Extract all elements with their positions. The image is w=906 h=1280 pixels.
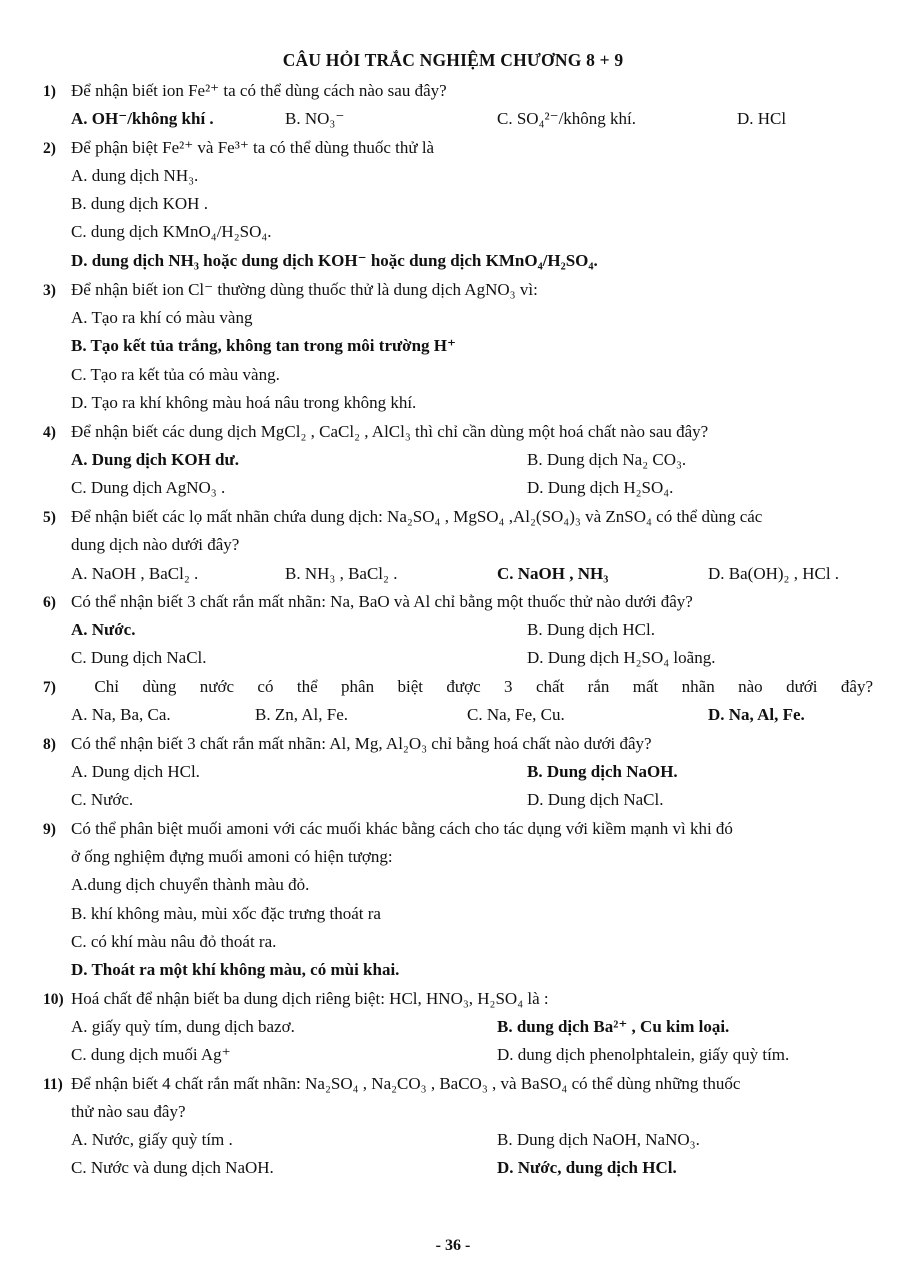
question-8 <box>43 733 873 755</box>
question-text: Có thể nhận biết 3 chất rắn mất nhãn: Al, Mg, Al₂O₃ chỉ bằng hoá chất nào dưới đây? <box>71 734 652 753</box>
q3-option-a: A. Tạo ra khí có màu vàng <box>71 308 253 327</box>
q8-option-d: D. Dung dịch NaCl. <box>527 790 664 809</box>
question-text: Để nhận biết ion Fe²⁺ ta có thể dùng cách nào sau đây? <box>71 81 447 100</box>
question-5 <box>43 506 873 528</box>
q4-option-d: D. Dung dịch H₂SO₄. <box>527 478 674 497</box>
q1-option-c: C. SO₄²⁻/không khí. <box>497 109 637 128</box>
question-number: 1) <box>43 83 56 100</box>
question-number: 5) <box>43 509 56 526</box>
question-number: 8) <box>43 736 56 753</box>
q4-option-b: B. Dung dịch Na₂ CO₃. <box>527 450 687 469</box>
question-text: Để nhận biết 4 chất rắn mất nhãn: Na₂SO₄ , Na₂CO₃ , BaCO₃ , và BaSO₄ có thể dùng những thuốc <box>71 1074 741 1093</box>
q8-option-c: C. Nước. <box>71 790 134 809</box>
question-10 <box>43 988 873 1010</box>
q9-option-b: B. khí không màu, mùi xốc đặc trưng thoát ra <box>71 904 381 923</box>
question-number: 4) <box>43 424 56 441</box>
q3-option-c: C. Tạo ra kết tủa có màu vàng. <box>71 365 280 384</box>
q9-option-a: A.dung dịch chuyển thành màu đỏ. <box>71 875 310 894</box>
q2-option-c: C. dung dịch KMnO₄/H₂SO₄. <box>71 222 272 241</box>
question-1 <box>43 80 873 102</box>
question-9-continued: ở ống nghiệm đựng muối amoni có hiện tượng: <box>71 847 393 866</box>
q9-option-d: D. Thoát ra một khí không màu, có mùi khai. <box>71 960 400 979</box>
q2-option-d: D. dung dịch NH₃ hoặc dung dịch KOH⁻ hoặc dung dịch KMnO₄/H₂SO₄. <box>71 251 598 270</box>
q5-option-d: D. Ba(OH)₂ , HCl . <box>708 564 840 583</box>
question-text: Để nhận biết ion Cl⁻ thường dùng thuốc thử là dung dịch AgNO₃ vì: <box>71 280 538 299</box>
q7-option-d: D. Na, Al, Fe. <box>708 705 805 724</box>
page-title: CÂU HỎI TRẮC NGHIỆM CHƯƠNG 8 + 9 <box>282 50 624 70</box>
q8-option-a: A. Dung dịch HCl. <box>71 762 200 781</box>
q1-option-d: D. HCl <box>737 109 787 128</box>
question-text: Có thể nhận biết 3 chất rắn mất nhãn: Na, BaO và Al chỉ bằng một thuốc thử nào dưới đây? <box>71 592 693 611</box>
question-5-continued: dung dịch nào dưới đây? <box>71 535 240 554</box>
question-7 <box>43 676 873 698</box>
question-2 <box>43 137 873 159</box>
q6-option-c: C. Dung dịch NaCl. <box>71 648 207 667</box>
q10-option-c: C. dung dịch muối Ag⁺ <box>71 1045 231 1064</box>
q4-option-a: A. Dung dịch KOH dư. <box>71 450 239 469</box>
question-number: 11) <box>43 1076 63 1093</box>
q2-option-a: A. dung dịch NH₃. <box>71 166 199 185</box>
question-number: 3) <box>43 282 56 299</box>
q9-option-c: C. có khí màu nâu đỏ thoát ra. <box>71 932 277 951</box>
question-text: Hoá chất để nhận biết ba dung dịch riêng biệt: HCl, HNO₃, H₂SO₄ là : <box>71 989 549 1008</box>
q11-option-a: A. Nước, giấy quỳ tím . <box>71 1130 233 1149</box>
question-text: Chỉ dùng nước có thể phân biệt được 3 chất rắn mất nhãn nào dưới đây? <box>94 677 873 696</box>
q4-option-c: C. Dung dịch AgNO₃ . <box>71 478 226 497</box>
question-6 <box>43 591 873 613</box>
question-text: Để nhận biết các lọ mất nhãn chứa dung dịch: Na₂SO₄ , MgSO₄ ,Al₂(SO₄)₃ và ZnSO₄ có thể dùng các <box>71 507 763 526</box>
question-4 <box>43 421 873 443</box>
question-3 <box>43 279 873 301</box>
q10-option-a: A. giấy quỳ tím, dung dịch bazơ. <box>71 1017 295 1036</box>
q11-option-c: C. Nước và dung dịch NaOH. <box>71 1158 274 1177</box>
q11-option-b: B. Dung dịch NaOH, NaNO₃. <box>497 1130 700 1149</box>
q10-option-d: D. dung dịch phenolphtalein, giấy quỳ tím. <box>497 1045 790 1064</box>
q6-option-d: D. Dung dịch H₂SO₄ loãng. <box>527 648 716 667</box>
q3-option-b: B. Tạo kết tủa trắng, không tan trong môi trường H⁺ <box>71 336 456 355</box>
q8-option-b: B. Dung dịch NaOH. <box>527 762 678 781</box>
question-11 <box>43 1073 873 1095</box>
q7-option-b: B. Zn, Al, Fe. <box>255 705 349 724</box>
question-9 <box>43 818 873 840</box>
q1-option-a: A. OH⁻/không khí . <box>71 109 214 128</box>
q5-option-c: C. NaOH , NH₃ <box>497 564 609 583</box>
q3-option-d: D. Tạo ra khí không màu hoá nâu trong không khí. <box>71 393 417 412</box>
question-number: 2) <box>43 140 56 157</box>
q6-option-a: A. Nước. <box>71 620 136 639</box>
question-number: 6) <box>43 594 56 611</box>
q7-option-c: C. Na, Fe, Cu. <box>467 705 565 724</box>
question-text: Để phận biệt Fe²⁺ và Fe³⁺ ta có thể dùng thuốc thử là <box>71 138 435 157</box>
q2-option-b: B. dung dịch KOH . <box>71 194 208 213</box>
q6-option-b: B. Dung dịch HCl. <box>527 620 655 639</box>
question-number: 10) <box>43 991 64 1008</box>
q7-option-a: A. Na, Ba, Ca. <box>71 705 171 724</box>
q11-option-d: D. Nước, dung dịch HCl. <box>497 1158 677 1177</box>
question-number: 7) <box>43 679 56 696</box>
q10-option-b: B. dung dịch Ba²⁺ , Cu kim loại. <box>497 1017 730 1036</box>
question-text: Để nhận biết các dung dịch MgCl₂ , CaCl₂ , AlCl₃ thì chỉ cần dùng một hoá chất nào sau đây? <box>71 422 709 441</box>
q1-option-b: B. NO₃⁻ <box>285 109 345 128</box>
q5-option-b: B. NH₃ , BaCl₂ . <box>285 564 398 583</box>
question-text: Có thể phân biệt muối amoni với các muối khác bằng cách cho tác dụng với kiềm mạnh vì khi đó <box>71 819 733 838</box>
q5-option-a: A. NaOH , BaCl₂ . <box>71 564 199 583</box>
question-11-continued: thử nào sau đây? <box>71 1102 186 1121</box>
page-number: - 36 - <box>435 1237 471 1254</box>
question-number: 9) <box>43 821 56 838</box>
